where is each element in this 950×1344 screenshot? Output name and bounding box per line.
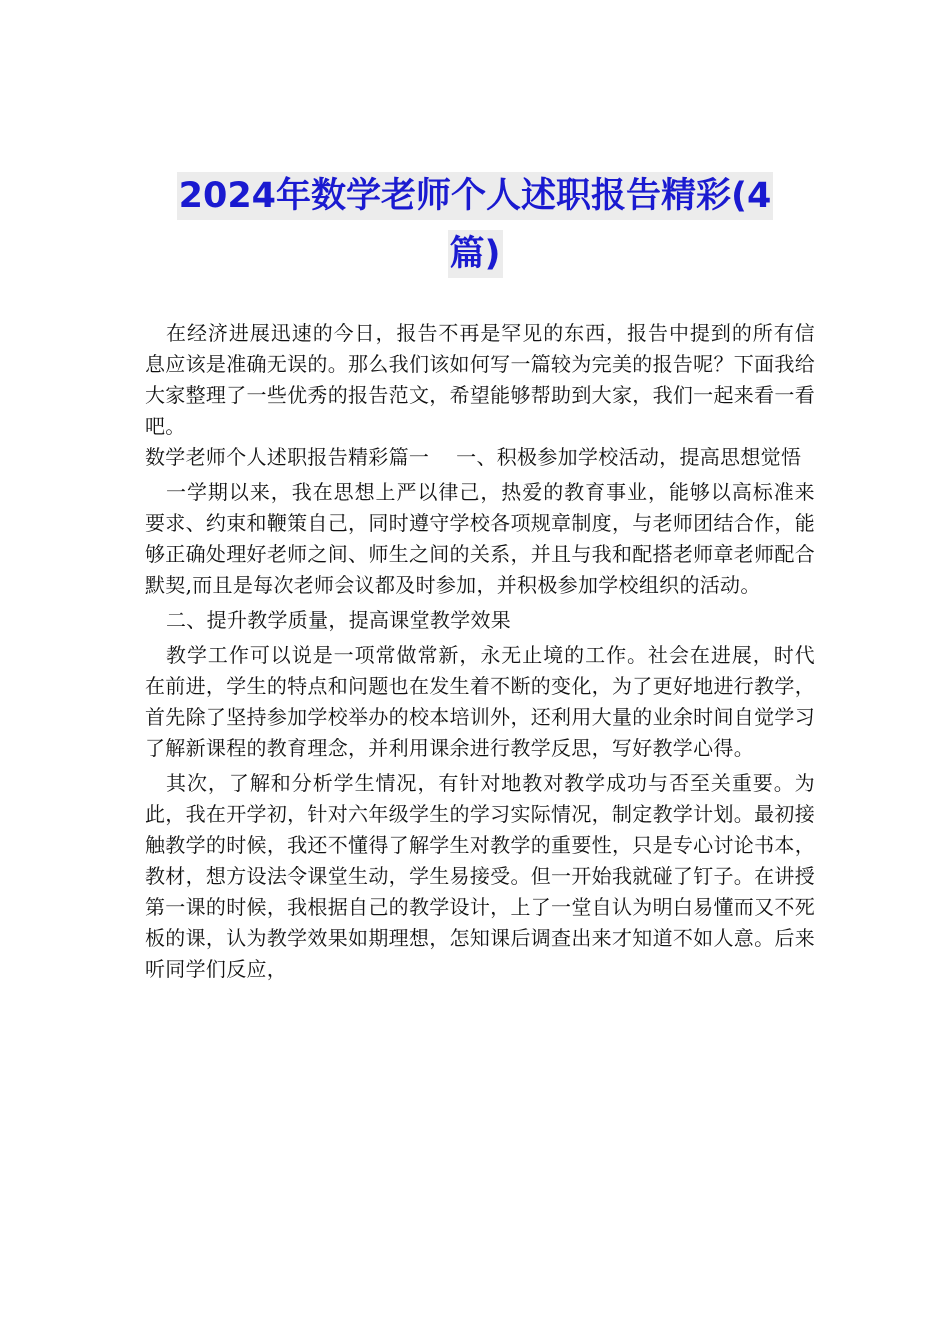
title-line-1 (0, 172, 950, 230)
body-paragraph-3: 其次，了解和分析学生情况，有针对地教对教学成功与否至关重要。为此，我在开学初，针对六年级学生的学习实际情况，制定教学计划。最初接触教学的时候，我还不懂得了解学生对教学的重要性，只是专心讨论书本，教材，想方设法令课堂生动，学生易接受。但一开始我就碰了钉子。在讲授第一课的时候，我根据自己的教学设计，上了一堂自认为明白易懂而又不死板的课，认为教学效果如期理想，怎知课后调查出来才知道不如人意。后来听同学们反应， (145, 771, 815, 981)
title-text-2: 篇) (448, 230, 503, 278)
title-text-1: 2024年数学老师个人述职报告精彩(4 (177, 172, 774, 220)
document-body (145, 318, 815, 985)
body-paragraph-2: 教学工作可以说是一项常做常新，永无止境的工作。社会在进展，时代在前进，学生的特点和问题也在发生着不断的变化，为了更好地进行教学，首先除了坚持参加学校举办的校本培训外，还利用大量的业余时间自觉学习了解新课程的教育理念，并利用课余进行教学反思，写好教学心得。 (145, 643, 815, 760)
section-heading-2: 二、提升教学质量，提高课堂教学效果 (166, 608, 512, 632)
intro-paragraph: 在经济进展迅速的今日，报告不再是罕见的东西，报告中提到的所有信息应该是准确无误的。那么我们该如何写一篇较为完美的报告呢？下面我给大家整理了一些优秀的报告范文，希望能够帮助到大家，我们一起来看一看吧。 (145, 321, 815, 438)
section-heading-1: 数学老师个人述职报告精彩篇一 一、积极参加学校活动，提高思想觉悟 (145, 445, 802, 469)
title-line-2 (0, 230, 950, 288)
body-paragraph-1: 一学期以来，我在思想上严以律己，热爱的教育事业，能够以高标准来要求、约束和鞭策自己，同时遵守学校各项规章制度，与老师团结合作，能够正确处理好老师之间、师生之间的关系，并且与我和配搭老师章老师配合默契,而且是每次老师会议都及时参加，并积极参加学校组织的活动。 (145, 480, 815, 597)
document-title (0, 172, 950, 288)
